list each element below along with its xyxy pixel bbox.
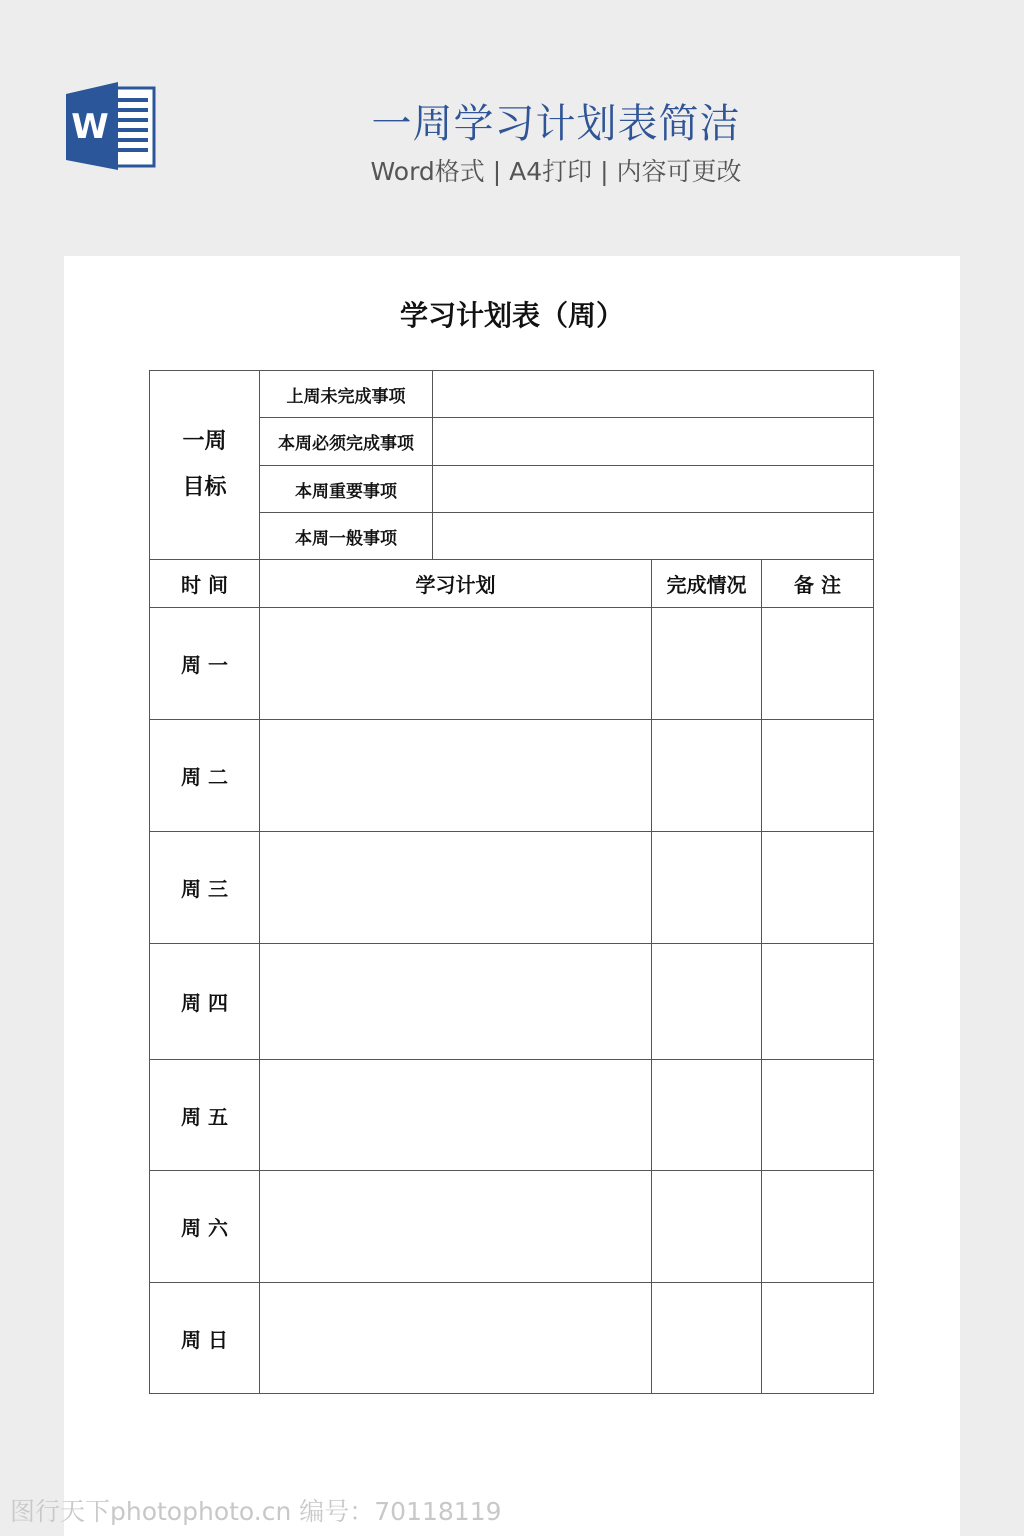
word-logo-letter: W [71,107,109,147]
status-cell[interactable] [652,720,762,832]
day-label-wednesday: 周 三 [150,832,260,944]
document-title: 学习计划表（周） [399,299,624,332]
banner-subtitle: Word格式 | A4打印 | 内容可更改 [370,157,742,186]
goal-label-must-complete: 本周必须完成事项 [260,418,433,466]
weekly-goal-label-line1: 一周 [182,429,227,454]
goal-label-important: 本周重要事项 [260,466,433,513]
goal-value-unfinished[interactable] [433,371,874,418]
column-header-plan: 学习计划 [260,560,652,608]
goal-value-general[interactable] [433,513,874,560]
plan-cell[interactable] [260,608,652,720]
table-row [150,608,874,720]
notes-cell[interactable] [762,1283,874,1394]
plan-cell[interactable] [260,1283,652,1394]
plan-cell[interactable] [260,1171,652,1283]
table-row [150,1171,874,1283]
notes-cell[interactable] [762,832,874,944]
table-row [150,1283,874,1394]
notes-cell[interactable] [762,608,874,720]
column-header-status: 完成情况 [652,560,762,608]
notes-cell[interactable] [762,1060,874,1171]
goal-row [150,371,874,418]
weekly-goal-label [150,371,260,560]
study-plan-table [149,370,874,1394]
day-label-monday: 周 一 [150,608,260,720]
status-cell[interactable] [652,608,762,720]
word-icon [64,80,156,172]
plan-cell[interactable] [260,832,652,944]
notes-cell[interactable] [762,1171,874,1283]
day-label-tuesday: 周 二 [150,720,260,832]
table-row [150,944,874,1060]
plan-cell[interactable] [260,720,652,832]
day-label-friday: 周 五 [150,1060,260,1171]
day-label-saturday: 周 六 [150,1171,260,1283]
status-cell[interactable] [652,832,762,944]
goal-value-must-complete[interactable] [433,418,874,466]
column-header-time: 时 间 [150,560,260,608]
column-header-notes: 备 注 [762,560,874,608]
table-row [150,1060,874,1171]
plan-cell[interactable] [260,944,652,1060]
column-header-row [150,560,874,608]
goal-label-unfinished: 上周未完成事项 [260,371,433,418]
watermark: 图行天下photophoto.cn 编号：70118119 [10,1497,502,1526]
weekly-goal-label-line2: 目标 [182,475,227,500]
table-row [150,832,874,944]
table-row [150,720,874,832]
banner-title: 一周学习计划表简洁 [371,101,741,147]
goal-label-general: 本周一般事项 [260,513,433,560]
status-cell[interactable] [652,1171,762,1283]
notes-cell[interactable] [762,720,874,832]
plan-cell[interactable] [260,1060,652,1171]
goal-value-important[interactable] [433,466,874,513]
status-cell[interactable] [652,1060,762,1171]
day-label-thursday: 周 四 [150,944,260,1060]
notes-cell[interactable] [762,944,874,1060]
status-cell[interactable] [652,1283,762,1394]
status-cell[interactable] [652,944,762,1060]
day-label-sunday: 周 日 [150,1283,260,1394]
